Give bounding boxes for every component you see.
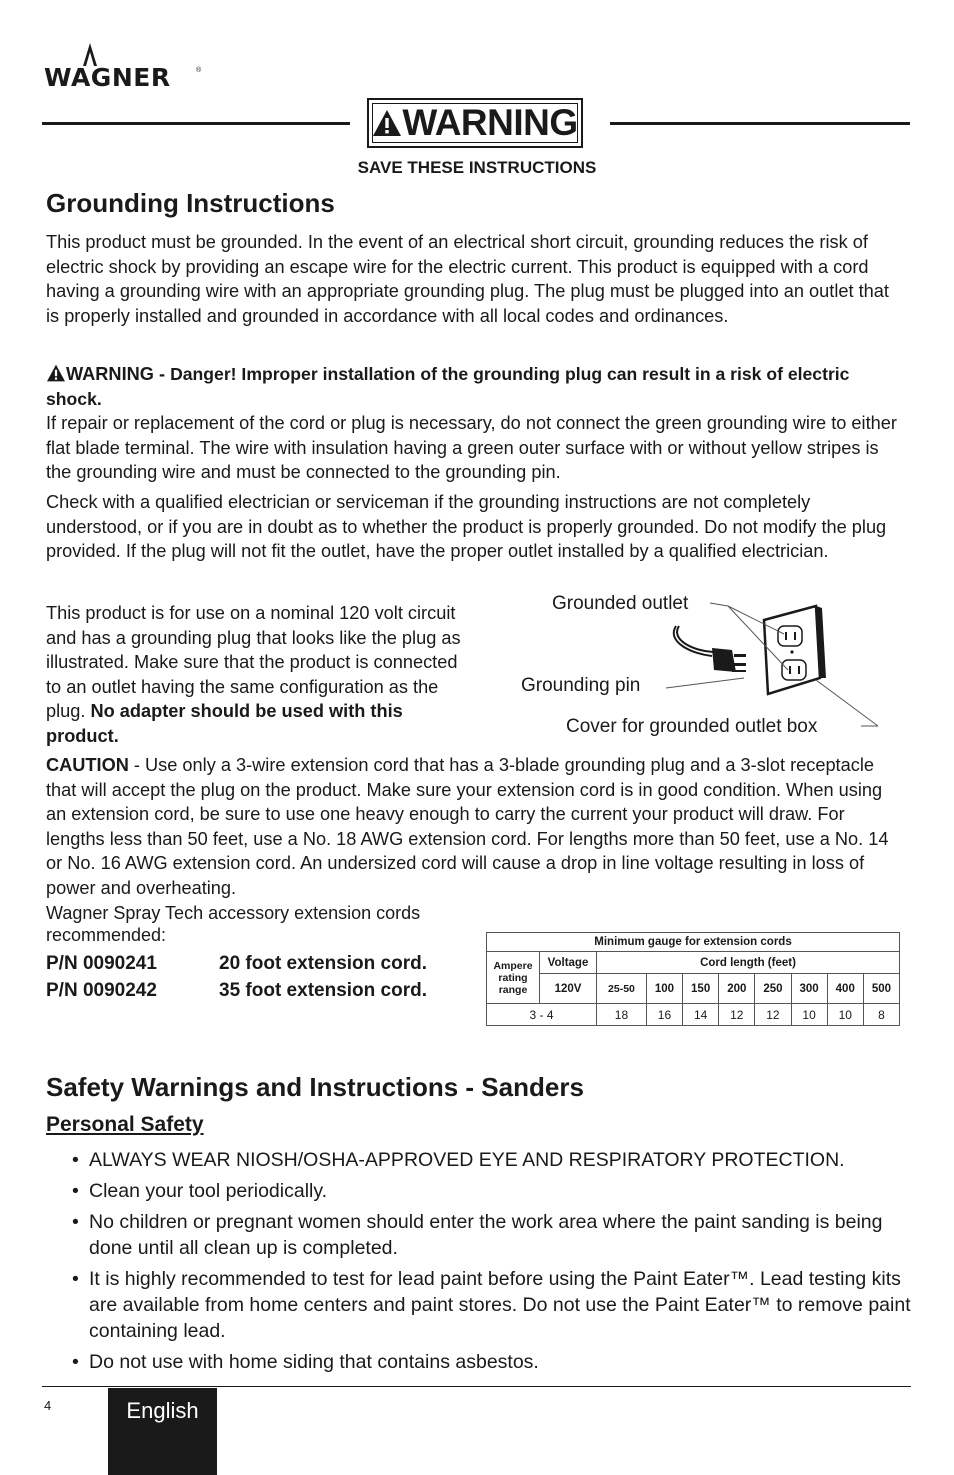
- label-grounded-outlet: Grounded outlet: [552, 593, 689, 614]
- length-cell: 150: [683, 974, 719, 1004]
- length-cell: 250: [755, 974, 791, 1004]
- page-number: 4: [44, 1398, 52, 1413]
- length-cell: 300: [791, 974, 827, 1004]
- warning-title: WARNING: [402, 102, 578, 143]
- warning-banner: [367, 98, 583, 148]
- accessory-note: Wagner Spray Tech accessory extension cords recommended:: [46, 903, 421, 945]
- gauge-cell: 10: [827, 1004, 863, 1026]
- warning-triangle-small-icon: [46, 364, 66, 382]
- grounding-paragraph-3: Check with a qualified electrician or serviceman if the grounding instructions are not completely understood, or if you are in doubt as to whether the product is properly grounded. Do not modify the plug provided. If the plug will not fit the outlet, have the proper outlet installed by a qualified electrician.: [46, 492, 887, 561]
- brand-registered: ®: [196, 67, 202, 74]
- gauge-cell: 18: [597, 1004, 647, 1026]
- save-instructions: SAVE THESE INSTRUCTIONS: [357, 158, 597, 177]
- caution-paragraph: CAUTION - Use only a 3-wire extension cord that has a 3-blade grounding plug and a 3-slot receptacle that will accept the plug on the product. Make sure your extension cord is in good condition. When using an extension cord, be sure to use one heavy enough to carry the current your product will draw. For lengths less than 50 feet, use a No. 18 AWG extension cord. For lengths more than 50 feet, use a No. 14 or No. 16 AWG extension cord. An undersized cord will cause a drop in line voltage resulting in loss of power and overheating.: [46, 755, 889, 898]
- gauge-cell: 10: [791, 1004, 827, 1026]
- parts-list: [46, 950, 466, 1004]
- table-title: Minimum gauge for extension cords: [487, 933, 900, 952]
- part-row: P/N 0090242 35 foot extension cord.: [46, 980, 427, 1001]
- brand-name: WAGNER: [44, 63, 171, 92]
- part-row: P/N 0090241 20 foot extension cord.: [46, 953, 427, 974]
- warning-label: WARNING -: [66, 364, 171, 384]
- voltage-value: 120V: [540, 974, 597, 1004]
- length-cell: 25-50: [597, 974, 647, 1004]
- voltage-header: Voltage: [540, 952, 597, 974]
- length-cell: 400: [827, 974, 863, 1004]
- no-adapter-note: No adapter should be used with this product.: [46, 701, 403, 746]
- header-rule-right: [610, 122, 910, 125]
- language-tab: English: [108, 1388, 217, 1475]
- safety-bullet-list: [46, 1147, 916, 1380]
- header-rule-left: [42, 122, 350, 125]
- list-item: • It is highly recommended to test for lead paint before using the Paint Eater™. Lead testing kits are available from home centers and paint stores. Do not use the Paint Eater™ to remove paint containing lead.: [46, 1266, 916, 1344]
- outlet-figure: [516, 590, 906, 750]
- list-item: • Clean your tool periodically.: [46, 1178, 916, 1204]
- length-cell: 500: [863, 974, 899, 1004]
- list-item: • No children or pregnant women should enter the work area where the paint sanding is being done until all clean up is completed.: [46, 1209, 916, 1261]
- grounding-title: Grounding Instructions: [46, 188, 335, 218]
- warning-text: Danger! Improper installation of the grounding plug can result in a risk of electric shock.: [46, 364, 850, 409]
- ampere-header: Ampere rating range: [487, 952, 540, 1004]
- grounding-paragraph-4: This product is for use on a nominal 120 volt circuit and has a grounding plug that looks like the plug as illustrated. Make sure that the product is connected to an outlet having the same configuration as the plug. No adapter should be used with this product.: [46, 603, 461, 746]
- list-item: • Do not use with home siding that contains asbestos.: [46, 1349, 916, 1375]
- gauge-cell: 16: [646, 1004, 682, 1026]
- gauge-cell: 12: [755, 1004, 791, 1026]
- grounding-paragraph-2: If repair or replacement of the cord or plug is necessary, do not connect the green grounding wire to either flat blade terminal. The wire with insulation having a green outer surface with or without yellow stripes is the grounding wire and must be connected to the grounding pin.: [46, 413, 897, 482]
- extension-cord-table: [486, 932, 900, 1026]
- gauge-cell: 12: [719, 1004, 755, 1026]
- wagner-logo: [44, 40, 204, 92]
- label-grounding-pin: Grounding pin: [521, 675, 641, 696]
- length-cell: 200: [719, 974, 755, 1004]
- list-item: • ALWAYS WEAR NIOSH/OSHA-APPROVED EYE AND RESPIRATORY PROTECTION.: [46, 1147, 916, 1173]
- gauge-cell: 14: [683, 1004, 719, 1026]
- length-cell: 100: [646, 974, 682, 1004]
- sanders-title: Safety Warnings and Instructions - Sanders: [46, 1072, 584, 1102]
- footer-rule: [42, 1386, 911, 1387]
- grounding-paragraph-1: This product must be grounded. In the event of an electrical short circuit, grounding reduces the risk of electric shock by providing an escape wire for the electric current. This product is equipped with a cord having a grounding wire with an appropriate grounding plug. The plug must be plugged into an outlet that is properly installed and grounded in accordance with all local codes and ordinances.: [46, 232, 889, 326]
- ampere-range: 3 - 4: [487, 1004, 597, 1026]
- cord-length-header: Cord length (feet): [597, 952, 900, 974]
- gauge-cell: 8: [863, 1004, 899, 1026]
- personal-safety-heading: Personal Safety: [46, 1113, 204, 1136]
- grounding-warning: [46, 362, 906, 411]
- caution-label: CAUTION: [46, 755, 129, 775]
- label-outlet-cover: Cover for grounded outlet box: [566, 716, 818, 737]
